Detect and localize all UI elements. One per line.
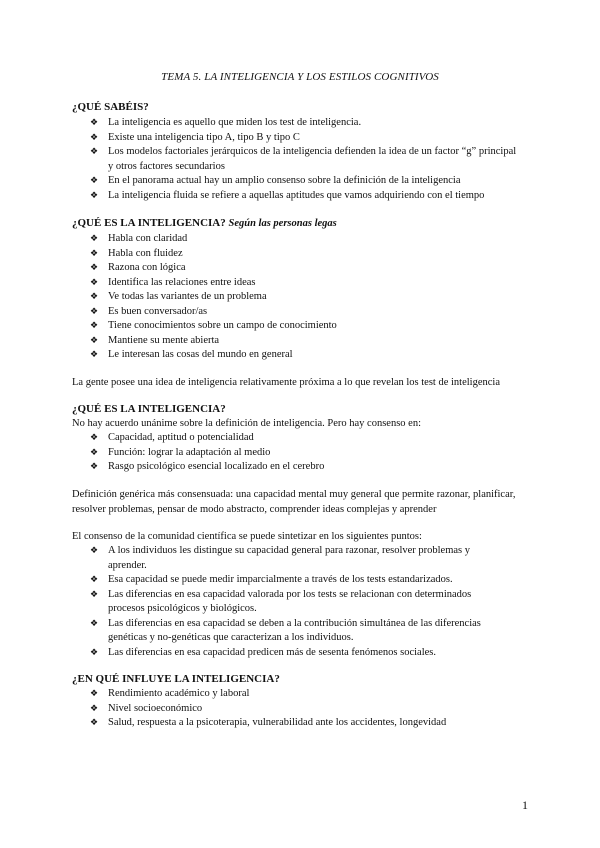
section-heading-en-que-influye: ¿EN QUÉ INFLUYE LA INTELIGENCIA?	[72, 673, 280, 685]
bullet-list-que-sabeis	[90, 116, 520, 203]
document-title: TEMA 5. LA INTELIGENCIA Y LOS ESTILOS COGNITIVOS	[161, 71, 439, 83]
section-subheading: Según las personas legas	[228, 218, 337, 229]
list-item: ❖ Función: lograr la adaptación al medio	[90, 446, 520, 461]
list-item: ❖ Las diferencias en esa capacidad se deben a la contribución simultánea de las diferencias genéticas y no-genéticas que caracterizan a los individuos.	[90, 617, 481, 643]
diamond-bullet-icon: ❖	[90, 575, 99, 585]
bullet-list-influye	[90, 687, 520, 731]
diamond-bullet-icon: ❖	[90, 718, 99, 728]
list-item: ❖ Los modelos factoriales jerárquicos de la inteligencia defienden la idea de un factor “g” principal y otros factores secundarios	[90, 146, 517, 172]
list-item: ❖ La inteligencia es aquello que miden los test de inteligencia.	[90, 116, 520, 131]
list-item: ❖ Ve todas las variantes de un problema	[90, 290, 520, 305]
diamond-bullet-icon: ❖	[90, 546, 99, 556]
diamond-bullet-icon: ❖	[90, 132, 99, 143]
diamond-bullet-icon: ❖	[90, 263, 99, 273]
list-item: ❖ Es buen conversador/as	[90, 305, 520, 320]
diamond-bullet-icon: ❖	[90, 433, 99, 443]
list-item: ❖ Rasgo psicológico esencial localizado en el cerebro	[90, 460, 520, 475]
page-number: 1	[522, 798, 528, 812]
list-item: ❖ Identifica las relaciones entre ideas	[90, 276, 520, 291]
section-heading-que-sabeis: ¿QUÉ SABÉIS?	[72, 101, 149, 113]
diamond-bullet-icon: ❖	[90, 462, 99, 472]
list-item: ❖ Rendimiento académico y laboral	[90, 687, 520, 702]
paragraph-consenso-intro: El consenso de la comunidad científica se puede sintetizar en los siguientes puntos:	[72, 531, 422, 542]
diamond-bullet-icon: ❖	[90, 176, 99, 186]
diamond-bullet-icon: ❖	[90, 306, 99, 317]
section-heading-que-es-legas: ¿QUÉ ES LA INTELIGENCIA? Según las personas legas	[72, 217, 337, 229]
list-item: ❖ Nivel socioeconómico	[90, 702, 520, 717]
list-item: ❖ Le interesan las cosas del mundo en general	[90, 348, 520, 363]
list-item: ❖ Capacidad, aptitud o potencialidad	[90, 431, 520, 446]
list-item: ❖ La inteligencia fluida se refiere a aquellas aptitudes que vamos adquiriendo con el tiempo	[90, 189, 520, 204]
list-item: ❖ Las diferencias en esa capacidad predicen más de sesenta fenómenos sociales.	[90, 646, 510, 661]
diamond-bullet-icon: ❖	[90, 292, 99, 302]
list-item: ❖ Las diferencias en esa capacidad valorada por los tests se relacionan con determinados procesos psicológicos y biológicos.	[90, 588, 472, 614]
list-item: ❖ Razona con lógica	[90, 261, 520, 276]
diamond-bullet-icon: ❖	[90, 321, 99, 331]
diamond-bullet-icon: ❖	[90, 277, 99, 288]
diamond-bullet-icon: ❖	[90, 234, 99, 244]
paragraph-no-hay-acuerdo: No hay acuerdo unánime sobre la definición de inteligencia. Pero hay consenso en:	[72, 418, 422, 429]
diamond-bullet-icon: ❖	[90, 190, 99, 201]
list-item: ❖ Habla con fluidez	[90, 247, 520, 262]
list-item: ❖ En el panorama actual hay un amplio consenso sobre la definición de la inteligencia	[90, 174, 520, 189]
diamond-bullet-icon: ❖	[90, 335, 99, 346]
list-item: ❖ Habla con claridad	[90, 232, 520, 247]
diamond-bullet-icon: ❖	[90, 618, 99, 629]
diamond-bullet-icon: ❖	[90, 689, 99, 699]
diamond-bullet-icon: ❖	[90, 248, 99, 259]
bullet-list-personas-legas	[90, 232, 520, 363]
list-item: ❖ Tiene conocimientos sobre un campo de conocimiento	[90, 319, 520, 334]
list-item: ❖ Salud, respuesta a la psicoterapia, vulnerabilidad ante los accidentes, longevidad	[90, 716, 520, 731]
list-item: ❖ A los individuos les distingue su capacidad general para razonar, resolver problemas y aprender.	[90, 545, 471, 571]
list-item: ❖ Esa capacidad se puede medir imparcialmente a través de los tests estandarizados.	[90, 573, 510, 588]
diamond-bullet-icon: ❖	[90, 147, 99, 157]
diamond-bullet-icon: ❖	[90, 447, 99, 458]
diamond-bullet-icon: ❖	[90, 589, 99, 600]
diamond-bullet-icon: ❖	[90, 647, 99, 658]
paragraph-definicion: Definición genérica más consensuada: una capacidad mental muy general que permite razonar, planificar, resolver problemas, pensar de modo abstracto, comprender ideas complejas y aprender	[72, 489, 516, 515]
bullet-list-consenso	[90, 431, 520, 475]
section-heading-que-es: ¿QUÉ ES LA INTELIGENCIA?	[72, 403, 226, 415]
diamond-bullet-icon: ❖	[90, 118, 99, 128]
list-item: ❖ Mantiene su mente abierta	[90, 334, 520, 349]
paragraph-gente-posee: La gente posee una idea de inteligencia relativamente próxima a lo que revelan los test de inteligencia	[72, 377, 500, 388]
diamond-bullet-icon: ❖	[90, 703, 99, 714]
diamond-bullet-icon: ❖	[90, 350, 99, 360]
bullet-list-consenso-cientifico	[90, 544, 510, 660]
list-item: ❖ Existe una inteligencia tipo A, tipo B y tipo C	[90, 131, 520, 146]
